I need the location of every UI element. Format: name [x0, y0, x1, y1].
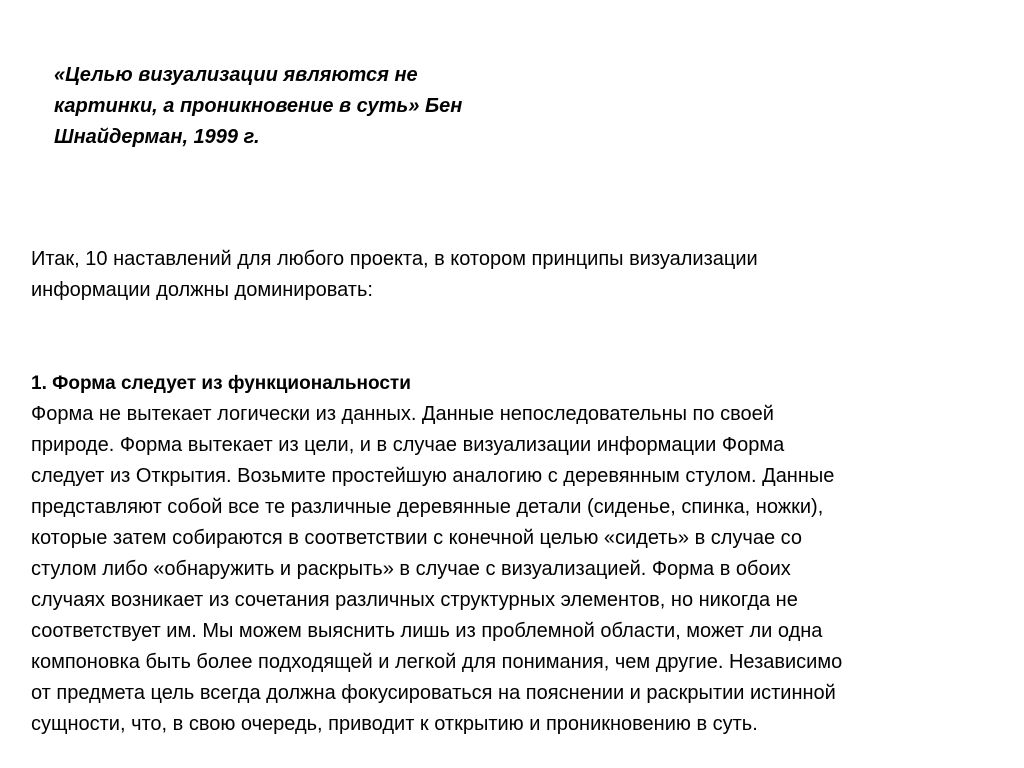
body-line: природе. Форма вытекает из цели, и в случае визуализации информации Форма: [31, 434, 785, 456]
body-line: Форма не вытекает логически из данных. Данные непоследовательны по своей: [31, 403, 774, 425]
intro-line: Итак, 10 наставлений для любого проекта, в котором принципы визуализации: [31, 248, 758, 270]
body-line: соответствует им. Мы можем выяснить лишь из проблемной области, может ли одна: [31, 620, 823, 642]
body-line: компоновка быть более подходящей и легкой для понимания, чем другие. Независимо: [31, 651, 843, 673]
body-line: которые затем собираются в соответствии с конечной целью «сидеть» в случае со: [31, 527, 802, 549]
body-line: стулом либо «обнаружить и раскрыть» в случае с визуализацией. Форма в обоих: [31, 558, 791, 580]
section-form-follows-function: [31, 369, 1001, 740]
intro-line: информации должны доминировать:: [31, 279, 373, 301]
body-line: сущности, что, в свою очередь, приводит к открытию и проникновению в суть.: [31, 713, 758, 735]
body-line: от предмета цель всегда должна фокусироваться на пояснении и раскрытии истинной: [31, 682, 836, 704]
quote-line: Шнайдерман, 1999 г.: [54, 126, 260, 148]
intro-paragraph: [31, 244, 931, 306]
body-line: случаях возникает из сочетания различных структурных элементов, но никогда не: [31, 589, 798, 611]
body-line: представляют собой все те различные деревянные детали (сиденье, спинка, ножки),: [31, 496, 824, 518]
quote-block: [54, 60, 534, 153]
body-line: следует из Открытия. Возьмите простейшую аналогию с деревянным стулом. Данные: [31, 465, 835, 487]
quote-line: картинки, а проникновение в суть» Бен: [54, 95, 463, 117]
section-body: [31, 399, 1001, 740]
quote-line: «Целью визуализации являются не: [54, 64, 418, 86]
section-heading: 1. Форма следует из функциональности: [31, 373, 411, 394]
